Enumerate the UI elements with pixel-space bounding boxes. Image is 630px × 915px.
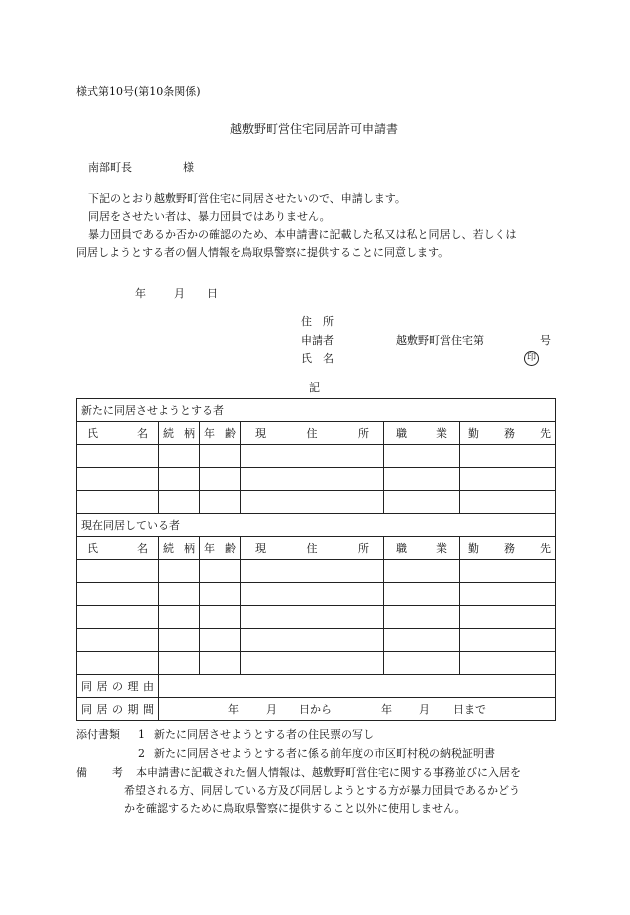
- remarks-line-1: 本申請書に記載された個人情報は、越敷野町営住宅に関する事務並びに入居を: [136, 766, 521, 779]
- header-row: [77, 537, 556, 560]
- period-row: [77, 698, 556, 721]
- header-name: 氏 名: [77, 422, 159, 445]
- table-row: [77, 468, 556, 491]
- current-section-heading: 現在同居している者: [77, 514, 556, 537]
- header-job: 職 業: [384, 537, 460, 560]
- header-job: 職 業: [384, 422, 460, 445]
- ki-label: 記: [309, 381, 320, 394]
- period-month-1: 月: [266, 703, 277, 716]
- name-label: 氏 名: [301, 352, 334, 365]
- date-year: 年: [135, 287, 146, 300]
- header-work: 勤 務 先: [460, 537, 556, 560]
- table-row: [77, 606, 556, 629]
- period-month-2: 月: [419, 703, 430, 716]
- reason-field[interactable]: [159, 675, 556, 698]
- body-line-3a: 暴力団員であるか否かの確認のため、本申請書に記載した私又は私と同居し、若しくは: [88, 228, 517, 241]
- form-number: 様式第10号(第10条関係): [76, 85, 201, 98]
- table-row: [77, 652, 556, 675]
- header-relation: 続 柄: [159, 422, 200, 445]
- period-year-2: 年: [381, 703, 392, 716]
- date-day: 日: [207, 287, 218, 300]
- new-section-heading: 新たに同居させようとする者: [77, 399, 556, 422]
- table-row: [77, 583, 556, 606]
- period-year-1: 年: [228, 703, 239, 716]
- body-line-2: 同居をさせたい者は、暴力団員ではありません。: [88, 210, 331, 223]
- remarks-line-2: 希望される方、同居している方及び同居しようとする方が暴力団員であるかどう: [124, 784, 520, 797]
- applicant-label: 申請者: [301, 334, 334, 347]
- attachment-2-text: 新たに同居させようとする者に係る前年度の市区町村税の納税証明書: [154, 747, 495, 760]
- cohabitant-table: [76, 398, 556, 721]
- period-field[interactable]: [159, 698, 556, 721]
- addressee-name: 南部町長: [88, 161, 132, 174]
- address-label: 住 所: [301, 315, 334, 328]
- reason-row: [77, 675, 556, 698]
- body-line-1: 下記のとおり越敷野町営住宅に同居させたいので、申請します。: [88, 192, 406, 205]
- table-row: [77, 445, 556, 468]
- header-address: 現 住 所: [241, 537, 384, 560]
- new-section-row: [77, 399, 556, 422]
- period-day-from: 日から: [299, 703, 332, 716]
- addressee-honorific: 様: [183, 161, 194, 174]
- table-row: [77, 629, 556, 652]
- header-age: 年 齢: [200, 422, 241, 445]
- attachment-2-number: 2: [138, 747, 145, 760]
- remarks-line-3: かを確認するために鳥取県警察に提供すること以外に使用しません。: [124, 802, 466, 815]
- body-line-3b: 同居しようとする者の個人情報を鳥取県警察に提供することに同意します。: [76, 246, 450, 259]
- table-row: [77, 560, 556, 583]
- housing-suffix: 号: [540, 334, 551, 347]
- form-title: 越敷野町営住宅同居許可申請書: [230, 122, 399, 136]
- attachments-label: 添付書類: [76, 728, 120, 741]
- header-name: 氏 名: [77, 537, 159, 560]
- seal-mark: 印: [524, 351, 539, 366]
- remarks-label-b: 考: [112, 766, 123, 779]
- attachment-1-number: 1: [138, 728, 145, 741]
- housing-prefix: 越敷野町営住宅第: [396, 334, 484, 347]
- header-work: 勤 務 先: [460, 422, 556, 445]
- reason-label: 同 居 の 理 由: [77, 675, 159, 698]
- header-row: [77, 422, 556, 445]
- table-row: [77, 491, 556, 514]
- current-section-row: [77, 514, 556, 537]
- period-label: 同 居 の 期 間: [77, 698, 159, 721]
- header-relation: 続 柄: [159, 537, 200, 560]
- header-address: 現 住 所: [241, 422, 384, 445]
- date-month: 月: [174, 287, 185, 300]
- header-age: 年 齢: [200, 537, 241, 560]
- attachment-1-text: 新たに同居させようとする者の住民票の写し: [154, 728, 374, 741]
- period-day-until: 日まで: [453, 703, 486, 716]
- remarks-label-a: 備: [76, 766, 87, 779]
